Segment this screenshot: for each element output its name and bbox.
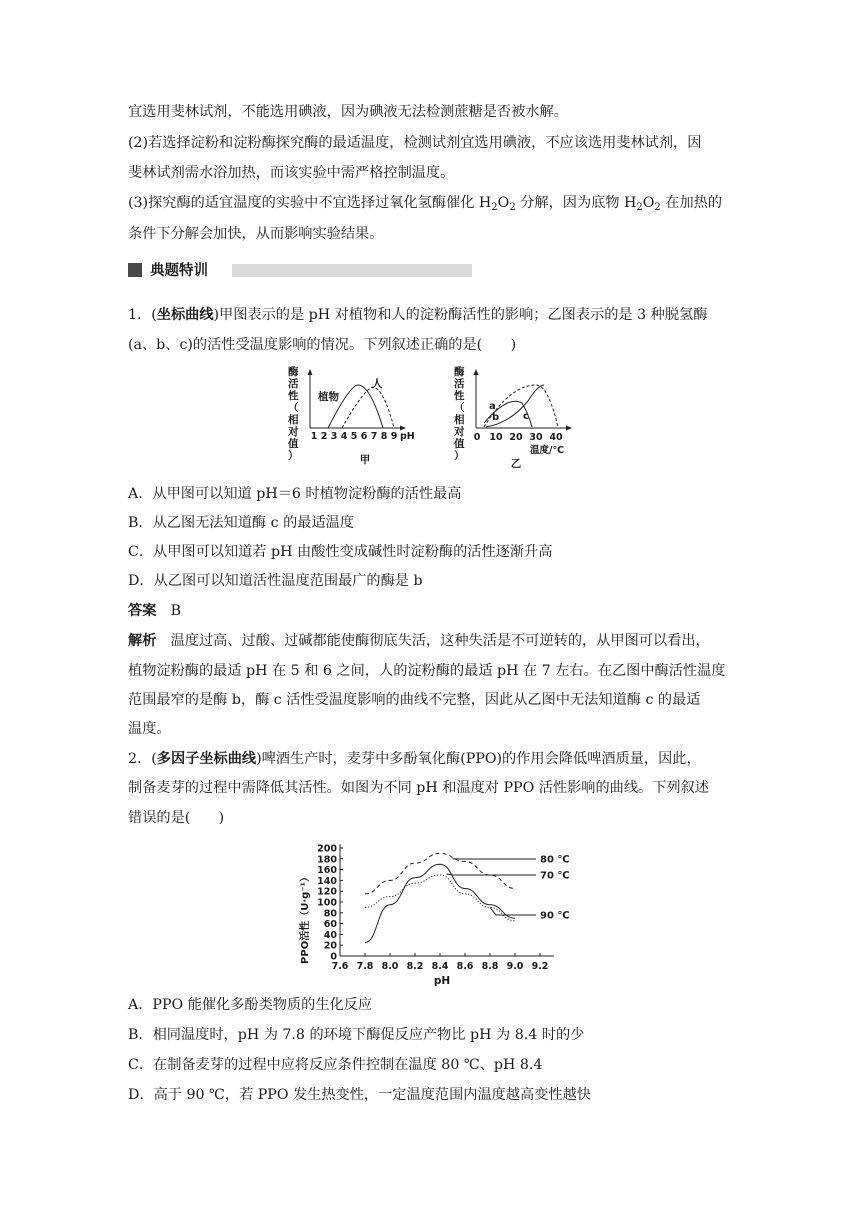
ytick-label: 0 — [330, 951, 337, 963]
legend-label-70: 70 ℃ — [540, 870, 570, 882]
figB-ylabel-7: ） — [454, 450, 465, 462]
figB-xtick-0: 0 — [473, 432, 481, 443]
ytick-label: 160 — [317, 865, 337, 877]
xtick-label: 8.8 — [481, 961, 499, 972]
xtick-label: 8.6 — [456, 961, 474, 972]
section-title: 典题特训 — [150, 263, 208, 279]
figA-ylabel-7: ） — [288, 450, 299, 462]
ytick-label: 140 — [317, 875, 337, 887]
figA-xtick-4: 4 — [340, 431, 348, 442]
figA-xtick-1: 1 — [310, 431, 318, 442]
ytick-label: 180 — [317, 854, 337, 866]
q1-analysis-line-2: 植物淀粉酶的最适 pH 在 5 和 6 之间，人的淀粉酶的最适 pH 在 7 左右。在乙图中酶活性温度 — [128, 663, 726, 679]
q2-option-d: D．高于 90 ℃，若 PPO 发生热变性，一定温度范围内温度越高变性越快 — [128, 1087, 591, 1103]
figA-ylabel-6: 值 — [288, 438, 299, 450]
xtick-label: 8.4 — [431, 961, 449, 972]
figA-plant-label: 植物 — [318, 391, 339, 403]
figB-xunit: 温度/℃ — [530, 445, 564, 456]
section-rule — [232, 264, 472, 277]
figB-ylabel-1: 活 — [454, 378, 465, 390]
ytick-label: 40 — [323, 929, 337, 941]
chart-ylabel: PPO活性（U·g⁻¹） — [300, 872, 311, 964]
series-line-70 — [365, 864, 515, 942]
figA-ylabel-5: 对 — [288, 426, 299, 438]
figA-ylabel-2: 性 — [288, 390, 299, 402]
legend-label-80: 80 ℃ — [540, 854, 570, 866]
figA-xunit: pH — [400, 431, 415, 442]
ytick-label: 60 — [323, 919, 337, 931]
legend-leader-90 — [490, 907, 536, 915]
figA-xtick-2: 2 — [320, 431, 328, 442]
figB-xtick-30: 30 — [529, 432, 543, 443]
q2-stem-line-2: 制备麦芽的过程中需降低其活性。如图为不同 pH 和温度对 PPO 活性影响的曲线。下列叙述 — [128, 780, 709, 796]
figA-xtick-3: 3 — [330, 431, 338, 442]
intro-line-2: (2)若选择淀粉和淀粉酶探究酶的最适温度，检测试剂宜选用碘液，不应该选用斐林试剂，因 — [128, 135, 702, 151]
series-line-90 — [365, 875, 515, 921]
ytick-label: 100 — [317, 897, 337, 909]
figA-xtick-9: 9 — [390, 431, 398, 442]
q1-figure-a — [280, 363, 430, 471]
figB-caption: 乙 — [510, 458, 522, 470]
q1-stem-line-2: (a、b、c)的活性受温度影响的情况。下列叙述正确的是( ) — [128, 337, 517, 353]
figA-xtick-6: 6 — [360, 431, 368, 442]
figB-label-c: c — [523, 411, 529, 422]
xtick-label: 8.2 — [406, 961, 424, 972]
figB-xtick-10: 10 — [489, 432, 503, 443]
xtick-label: 9.0 — [506, 961, 524, 972]
q2-option-a: A．PPO 能催化多酚类物质的生化反应 — [128, 997, 373, 1013]
intro-line-5: 条件下分解会加快，从而影响实验结果。 — [128, 226, 384, 242]
figB-ylabel-0: 酶 — [454, 366, 465, 378]
xtick-label: 8.0 — [381, 961, 399, 972]
xtick-label: 9.2 — [531, 961, 549, 972]
chart-xlabel: pH — [433, 975, 451, 987]
intro-line-4: (3)探究酶的适宜温度的实验中不宜选择过氧化氢酶催化 $H_2O_2$ 分解，因为底物 $H_2O_2$ 在加热的 — [128, 195, 723, 213]
q1-analysis-line-3: 范围最窄的是酶 b，酶 c 活性受温度影响的曲线不完整，因此从乙图中无法知道酶 c 的最适 — [128, 692, 701, 708]
xtick-label: 7.6 — [331, 961, 349, 972]
figB-ylabel-3: （ — [454, 402, 465, 414]
figA-ylabel-3: （ — [288, 402, 299, 414]
intro-line-3: 斐林试剂需水浴加热，而该实验中需严格控制温度。 — [128, 165, 455, 181]
figB-ylabel-6: 值 — [454, 438, 465, 450]
xtick-label: 7.8 — [356, 961, 374, 972]
q1-option-d: D．从乙图可以知道活性温度范围最广的酶是 b — [128, 573, 423, 589]
q2-stem-line-3: 错误的是( ) — [128, 810, 225, 826]
figA-xtick-8: 8 — [380, 431, 388, 442]
figB-ylabel-2: 性 — [454, 390, 465, 402]
figA-caption: 甲 — [359, 454, 371, 466]
legend-label-90: 90 ℃ — [540, 910, 570, 922]
figB-ylabel — [453, 365, 465, 462]
q1-figure-b — [450, 363, 590, 471]
section-marker — [128, 263, 142, 277]
ytick-label: 200 — [317, 843, 337, 855]
q1-analysis-line-1: 解析 温度过高、过酸、过碱都能使酶彻底失活，这种失活是不可逆转的，从甲图可以看出， — [128, 633, 710, 649]
q1-analysis-line-4: 温度。 — [128, 721, 171, 737]
q1-option-b: B．从乙图无法知道酶 c 的最适温度 — [128, 515, 355, 531]
ytick-label: 120 — [317, 886, 337, 898]
q2-option-b: B．相同温度时，pH 为 7.8 的环境下酶促反应产物比 pH 为 8.4 时的少 — [128, 1027, 585, 1043]
figB-label-b: b — [492, 412, 500, 423]
intro-line-1: 宜选用斐林试剂，不能选用碘液，因为碘液无法检测蔗糖是否被水解。 — [128, 104, 568, 120]
figB-xtick-40: 40 — [549, 432, 563, 443]
figA-ylabel-0: 酶 — [288, 366, 299, 378]
figB-label-a: a — [489, 401, 496, 412]
figB-xtick-20: 20 — [509, 432, 523, 443]
figB-ylabel-4: 相 — [454, 414, 465, 426]
figA-ylabel-4: 相 — [288, 414, 299, 426]
figA-ylabel — [287, 365, 299, 462]
ytick-label: 20 — [323, 940, 337, 952]
legend-leader-70 — [446, 874, 536, 875]
q1-stem-line-1: 1．(坐标曲线)甲图表示的是 pH 对植物和人的淀粉酶活性的影响；乙图表示的是 3 种脱氢酶 — [128, 307, 708, 323]
q1-option-c: C．从甲图可以知道若 pH 由酸性变成碱性时淀粉酶的活性逐渐升高 — [128, 544, 553, 560]
figA-human-curve — [342, 387, 394, 428]
q2-option-c: C．在制备麦芽的过程中应将反应条件控制在温度 80 ℃、pH 8.4 — [128, 1057, 543, 1073]
figA-ylabel-1: 活 — [288, 378, 299, 390]
q1-answer: 答案 B — [128, 603, 182, 619]
q1-option-a: A．从甲图可以知道 pH＝6 时植物淀粉酶的活性最高 — [128, 486, 462, 502]
ytick-label: 80 — [323, 908, 337, 920]
figB-ylabel-5: 对 — [454, 426, 465, 438]
q2-ppo-chart — [292, 838, 582, 988]
figA-xtick-7: 7 — [370, 431, 378, 442]
figA-xtick-5: 5 — [350, 431, 358, 442]
figA-human-label: 人 — [372, 378, 383, 390]
q2-stem-line-1: 2．(多因子坐标曲线)啤酒生产时，麦芽中多酚氧化酶(PPO)的作用会降低啤酒质量，因此， — [128, 751, 701, 767]
